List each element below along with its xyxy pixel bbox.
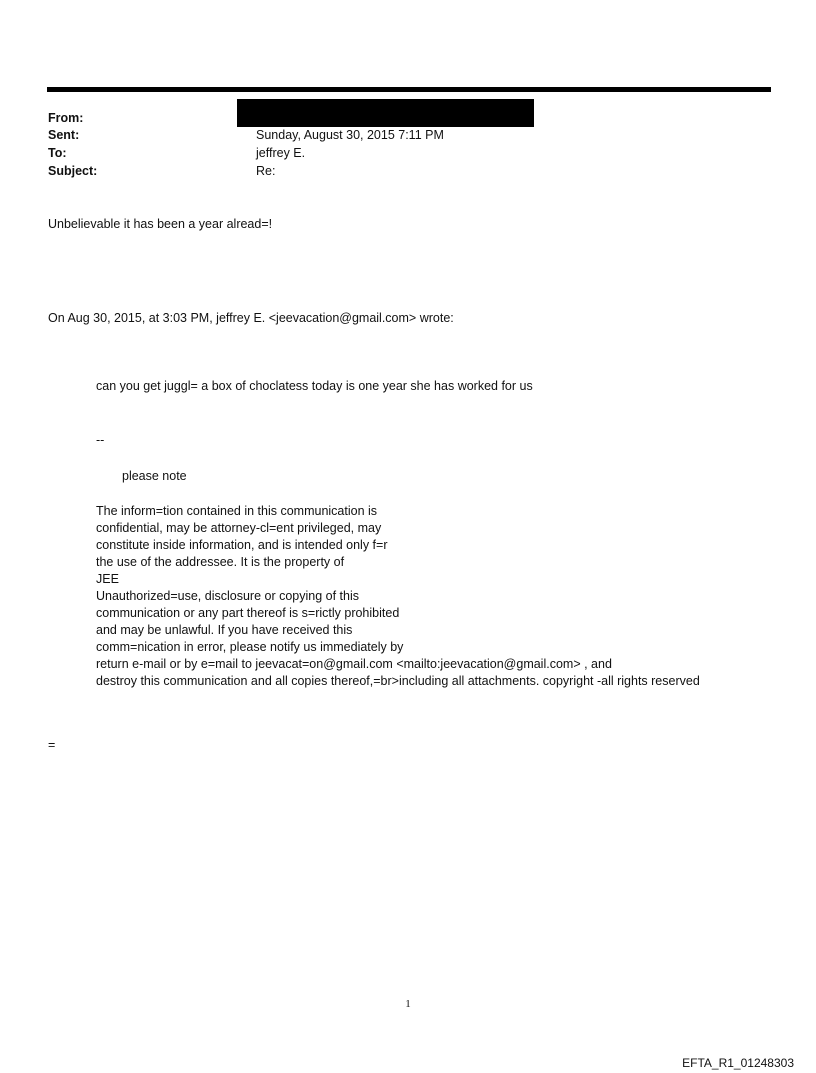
reply-text: Unbelievable it has been a year alread=! [48,217,273,231]
please-note: please note [122,469,187,483]
to-label: To: [48,146,67,160]
to-value: jeffrey E. [256,146,306,160]
disclaimer-line: constitute inside information, and is intended only f=r [96,538,388,552]
subject-row [48,163,748,179]
disclaimer-line: communication or any part thereof is s=rictly prohibited [96,606,400,620]
sent-label: Sent: [48,128,80,142]
disclaimer-line: confidential, may be attorney-cl=ent privileged, may [96,521,382,535]
sent-row [48,127,748,143]
from-label: From: [48,111,84,125]
disclaimer-line: JEE [96,572,119,586]
subject-value: Re: [256,164,276,178]
redaction-box [237,99,534,127]
subject-label: Subject: [48,164,98,178]
bates-number: EFTA_R1_01248303 [682,1056,794,1070]
disclaimer-line: destroy this communication and all copies thereof,=br>including all attachments. copyright -all rights reserved [96,674,700,688]
disclaimer-line: Unauthorized=use, disclosure or copying of this [96,589,359,603]
quote-attribution: On Aug 30, 2015, at 3:03 PM, jeffrey E. <jeevacation@gmail.com> wrote: [48,311,454,325]
quoted-message: can you get juggl= a box of choclatess today is one year she has worked for us [96,379,533,393]
disclaimer-line: The inform=tion contained in this communication is [96,504,378,518]
trailing-char: = [48,738,56,752]
page-number: 1 [405,998,411,1010]
disclaimer-line: comm=nication in error, please notify us immediately by [96,640,404,654]
disclaimer-line: the use of the addressee. It is the property of [96,555,345,569]
to-row [48,145,748,161]
signature-separator: -- [96,433,105,447]
disclaimer-line: and may be unlawful. If you have received this [96,623,353,637]
sent-value: Sunday, August 30, 2015 7:11 PM [256,128,444,142]
disclaimer-line: return e-mail or by e=mail to jeevacat=on@gmail.com <mailto:jeevacation@gmail.com> , and [96,657,612,671]
header-rule [47,87,771,92]
